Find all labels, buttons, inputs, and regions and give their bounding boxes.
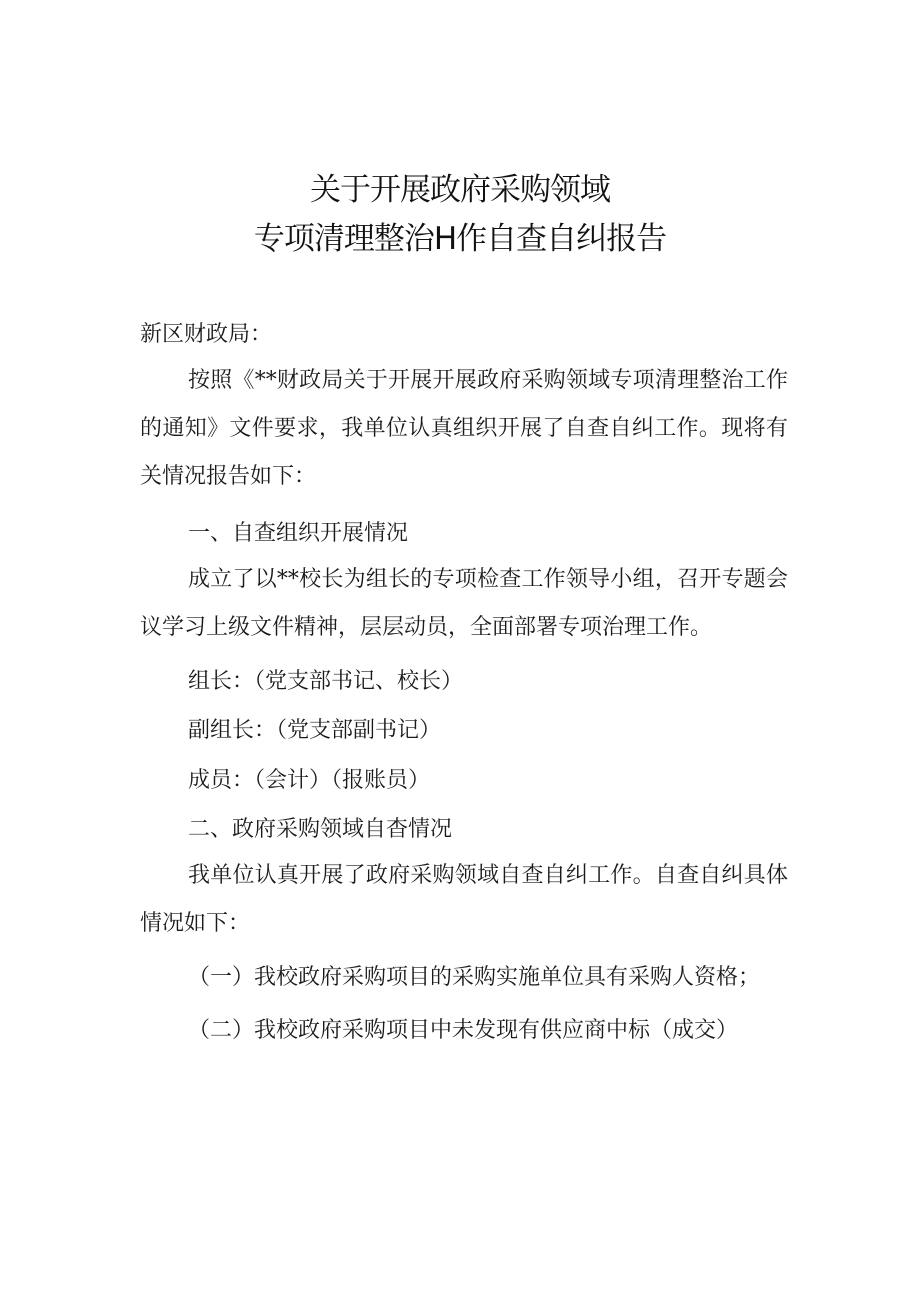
- document-title-line1: 关于开展政府采购领域: [310, 172, 610, 208]
- deputy-leader-line: 副组长：（党支部副书记）: [188, 718, 442, 743]
- section1-heading: 一、自查组织开展情况: [188, 521, 409, 546]
- intro-paragraph: 按照《**财政局关于开展开展政府采购领域专项清理整治工作的通知》文件要求，我单位认真组织开展了自查自纠工作。现将有关情况报告如下：: [140, 368, 788, 489]
- list-item-2: （二）我校政府采购项目中未发现有供应商中标（成交）: [188, 1018, 739, 1043]
- document-title-line2: 专项清理整治H作自查自纠报告: [253, 221, 667, 257]
- section1-paragraph: 成立了以**校长为组长的专项检查工作领导小组，召开专题会议学习上级文件精神，层层动员，全面部署专项治理工作。: [140, 567, 788, 640]
- members-line: 成员：（会计）（报账员）: [188, 768, 431, 793]
- list-item-1: （一）我校政府采购项目的采购实施单位具有采购人资格；: [188, 965, 761, 990]
- section2-paragraph: 我单位认真开展了政府采购领域自查自纠工作。自查自纠具体情况如下：: [140, 863, 788, 936]
- salutation: 新区财政局：: [140, 322, 273, 347]
- section2-heading: 二、政府采购领域自杳情况: [188, 817, 453, 842]
- leader-line: 组长：（党支部书记、校长）: [188, 669, 464, 694]
